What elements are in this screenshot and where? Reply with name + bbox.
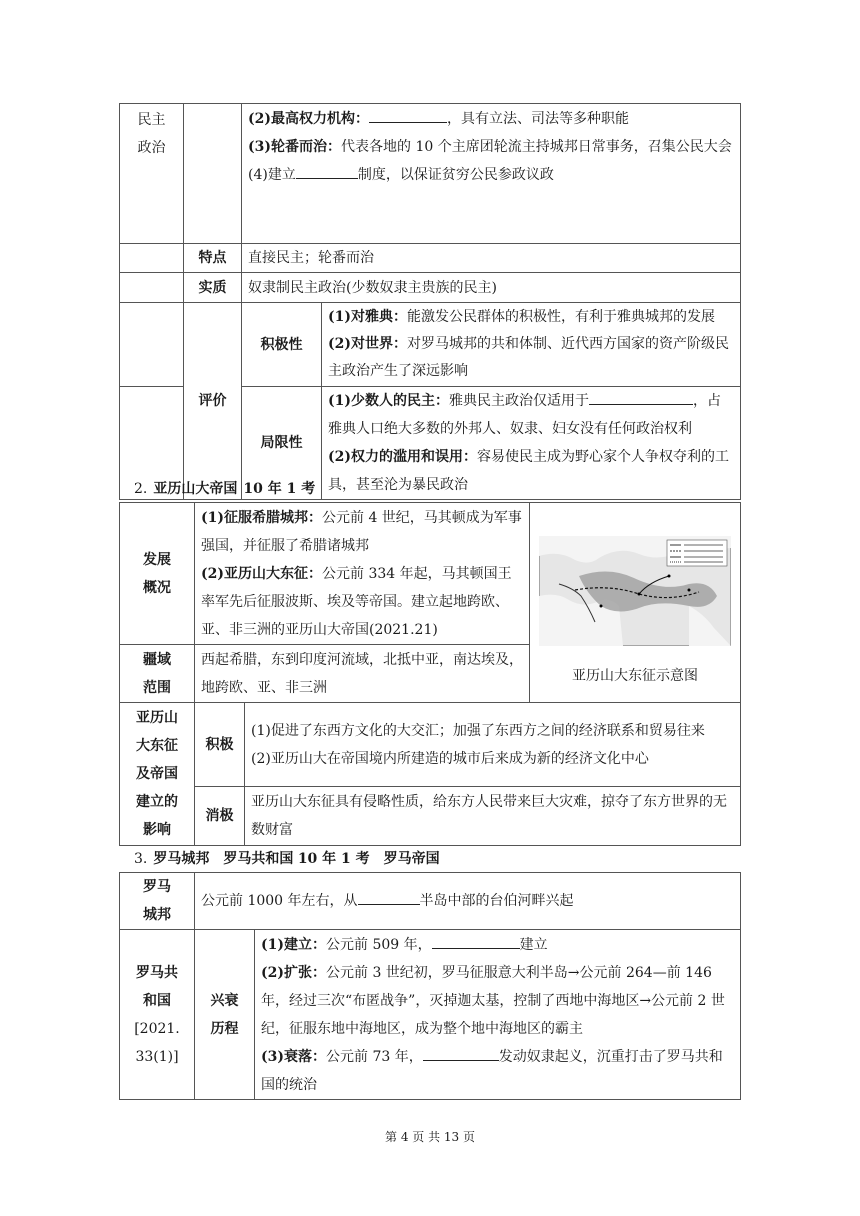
democracy-table	[119, 103, 741, 500]
rome-table	[119, 872, 741, 1100]
alexander-map	[539, 536, 731, 646]
map-caption: 亚历山大东征示意图	[572, 668, 698, 684]
positive-text: (1)对雅典：能激发公民群体的积极性，有利于雅典城邦的发展 (2)对世界：对罗马城邦的共和体制、近代西方国家的资产阶级民主政治产生了深远影响	[322, 303, 741, 387]
territory-text: 西起希腊，东到印度河流域，北抵中亚，南达埃及，地跨欧、亚、非三洲	[195, 645, 530, 703]
positive-text: (1)促进了东西方文化的大交汇；加强了东西方之间的经济联系和贸易往来 (2)亚历山大在帝国境内所建造的城市后来成为新的经济文化中心	[245, 703, 741, 787]
map-image	[539, 536, 731, 646]
impact-label: 亚历山大东征及帝国建立的影响	[120, 703, 195, 846]
item-4: (4)建立 制度，以保证贫穷公民参政议政	[248, 161, 734, 189]
page-footer: 第 4 页 共 13 页	[385, 1130, 475, 1144]
rise-label: 兴衰历程	[195, 930, 255, 1100]
empty-cell	[120, 244, 184, 273]
positive-label: 积极性	[242, 303, 322, 387]
feature-label: 特点	[184, 244, 242, 273]
map-cell	[530, 503, 741, 703]
main-content-cell	[242, 104, 741, 244]
rise-text: (1)建立：公元前 509 年， 建立 (2)扩张：公元前 3 世纪初，罗马征服意大利半岛→公元前 264—前 146 年，经过三次“布匿战争”，灭掉迦太基，控制了西地中海地区→公元前 2 世纪，征服东地中海地区，成为整个地中海地区的霸主 (3)衰落：公元前 73 年， 发动奴隶起义，沉重打击了罗马共和国的统治	[255, 930, 741, 1100]
essence-text: 奴隶制民主政治(少数奴隶主贵族的民主)	[242, 273, 741, 303]
empty-cell	[120, 303, 184, 387]
republic-label: 罗马共和国 [2021.33(1)]	[120, 930, 195, 1100]
item-2: (2)最高权力机构： ，具有立法、司法等多种职能	[248, 105, 734, 133]
section-heading-2: 2. 亚历山大帝国 10 年 1 考	[134, 481, 316, 497]
topic-label: 民主政治	[137, 112, 166, 156]
empty-cell	[120, 273, 184, 303]
limit-text: (1)少数人的民主：雅典民主政治仅适用于 ，占雅典人口绝大多数的外邦人、奴隶、妇女没有任何政治权利 (2)权力的滥用和误用：容易使民主成为野心家个人争权夺利的工具，甚至沦为暴民政治	[322, 387, 741, 500]
item-3: (3)轮番而治：代表各地的 10 个主席团轮流主持城邦日常事务，召集公民大会	[248, 139, 732, 155]
section-heading-3: 3. 罗马城邦 罗马共和国 10 年 1 考 罗马帝国	[134, 851, 440, 867]
negative-text: 亚历山大东征具有侵略性质，给东方人民带来巨大灾难，掠夺了东方世界的无数财富	[245, 787, 741, 846]
empty-cell	[184, 104, 242, 244]
essence-label: 实质	[184, 273, 242, 303]
negative-label: 消极	[195, 787, 245, 846]
evaluation-label: 评价	[184, 303, 242, 500]
alexander-table	[119, 502, 741, 846]
limit-label: 局限性	[242, 387, 322, 500]
city-label: 罗马城邦	[120, 873, 195, 930]
positive-label: 积极	[195, 703, 245, 787]
dev-label: 发展概况	[120, 503, 195, 645]
feature-text: 直接民主；轮番而治	[242, 244, 741, 273]
city-text: 公元前 1000 年左右，从 半岛中部的台伯河畔兴起	[195, 873, 741, 930]
topic-cell	[120, 104, 184, 244]
territory-label: 疆域范围	[120, 645, 195, 703]
dev-text: (1)征服希腊城邦：公元前 4 世纪，马其顿成为军事强国，并征服了希腊诸城邦 (2)亚历山大东征：公元前 334 年起，马其顿国王率军先后征服波斯、埃及等帝国。建立起地跨欧、亚、非三洲的亚历山大帝国(2021.21)	[195, 503, 530, 645]
